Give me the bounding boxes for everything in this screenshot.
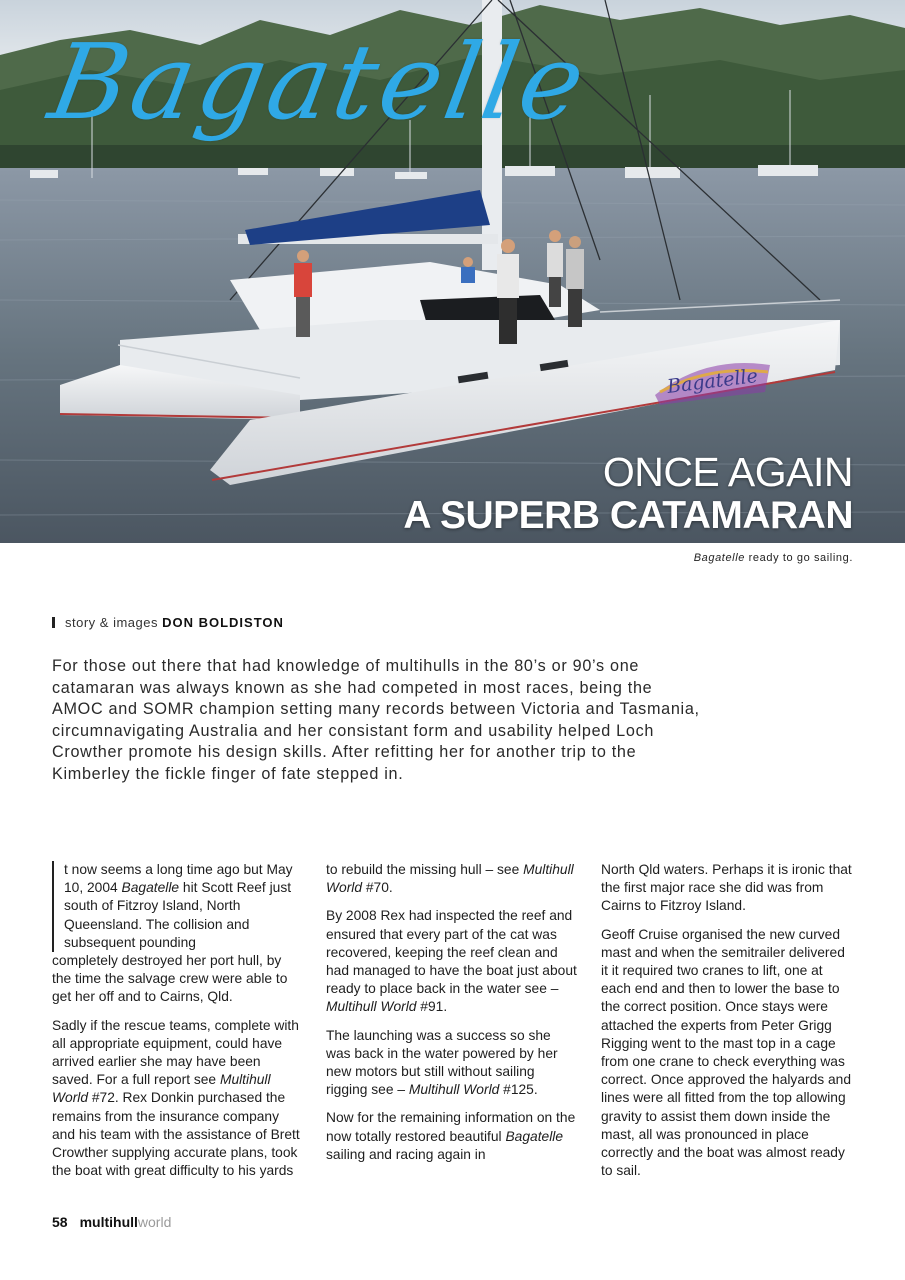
col2-p2-text-c: #91. xyxy=(416,999,448,1015)
col3-paragraph-2: Geoff Cruise organised the new curved mast and when the semitrailer delivered it it required two cranes to lift, one at each end and then to lower the base to the correct position. Once stays were attached the experts from Peter Grigg Rigging went to the mast top in a cage from one crane to check everything was correct. Once approved the halyards and lines were all fitted from the top allowing gravity to assist them down inside the mast, all was pronounced in place correctly and the boat was almost ready to sail. xyxy=(601,926,852,1179)
headline-line-1: ONCE AGAIN xyxy=(602,449,853,495)
byline xyxy=(52,615,284,630)
col2-p2-magazine: Multihull World xyxy=(326,999,417,1015)
col2-p4-boat-name: Bagatelle xyxy=(505,1128,564,1144)
col2-p1-text-c: #70. xyxy=(362,880,393,896)
hull-logo-text: Bagatelle xyxy=(665,365,759,398)
col2-p3-magazine: Multihull World xyxy=(408,1082,500,1098)
col1-p1-text-d: completely destroyed her port hull, by the time the salvage crew were able to get her off and to Cairns, Qld. xyxy=(52,953,288,1005)
column-2 xyxy=(326,861,578,1174)
column-1 xyxy=(52,861,304,1190)
col1-p1-boat-name: Bagatelle xyxy=(121,880,180,896)
col2-p3-text-a: The launching was a success so she was back in the water powered by her new motors but still without sailing rigging see – xyxy=(326,1027,558,1098)
col1-p2-magazine: Multihull World xyxy=(52,1072,271,1106)
headline xyxy=(403,450,853,538)
page-number: 58 xyxy=(52,1214,68,1230)
byline-author: DON BOLDISTON xyxy=(162,615,284,630)
col2-p4-text-a: Now for the remaining information on the now totally restored beautiful xyxy=(326,1110,576,1144)
col1-p1-text-a: t now seems a long time ago but May 10, 2004 xyxy=(64,862,293,896)
drop-cap-block xyxy=(52,861,304,952)
page-footer xyxy=(52,1214,171,1230)
script-title: Bagatelle xyxy=(41,21,598,143)
byline-bar xyxy=(52,617,55,628)
magazine-name-part-1: multihull xyxy=(79,1214,138,1230)
col2-paragraph-1 xyxy=(326,861,578,897)
column-3 xyxy=(601,861,853,1190)
col1-p2-text-c: #72. Rex Donkin purchased the remains from the insurance company and his team with the assistance of Brett Crowther supplying accurate plans, took the boat with great difficulty to his yards xyxy=(52,1090,300,1179)
col2-p1-text-a: to rebuild the missing hull – see xyxy=(326,862,524,877)
col1-paragraph-2 xyxy=(52,1017,304,1181)
col2-paragraph-3 xyxy=(326,1027,578,1100)
col1-paragraph-1 xyxy=(52,861,304,1007)
hero-photo xyxy=(0,0,905,543)
intro-paragraph: For those out there that had knowledge of multihulls in the 80’s or 90’s one catamaran was always known as she had competed in most races, being the AMOC and SOMR champion setting many records between Victoria and Tasmania, circumnavigating Australia and her consistant form and usability helped Loch Crowther promote his design skills. After refitting her for another trip to the Kimberley the fickle finger of fate stepped in. xyxy=(52,657,700,783)
col2-p1-magazine: Multihull World xyxy=(326,862,574,896)
col2-p4-text-c: sailing and racing again in xyxy=(326,1146,486,1162)
col2-paragraph-4 xyxy=(326,1109,578,1164)
col1-p1-text-c: hit Scott Reef just south of Fitzroy Island, North Queensland. The collision and subsequent pounding xyxy=(64,880,292,950)
caption-boat-name: Bagatelle xyxy=(693,552,745,564)
col2-paragraph-2 xyxy=(326,907,578,1016)
byline-prefix: story & images xyxy=(65,615,163,630)
caption-text: ready to go sailing. xyxy=(745,552,853,564)
col2-p3-text-c: #125. xyxy=(499,1082,538,1098)
photo-caption xyxy=(694,552,853,564)
headline-line-2: A SUPERB CATAMARAN xyxy=(403,494,853,537)
col3-paragraph-1: North Qld waters. Perhaps it is ironic that the first major race she did was from Cairns to Fitzroy Island. xyxy=(601,862,852,914)
col1-p2-text-a: Sadly if the rescue teams, complete with all appropriate equipment, could have arrived earlier she may have been saved. For a full report see xyxy=(52,1017,299,1088)
magazine-name-part-2: world xyxy=(137,1214,172,1230)
col2-p2-text-a: By 2008 Rex had inspected the reef and ensured that every part of the cat was recovered, keeping the reef clean and had managed to have the boat just about ready to place back in the water see – xyxy=(326,908,577,997)
